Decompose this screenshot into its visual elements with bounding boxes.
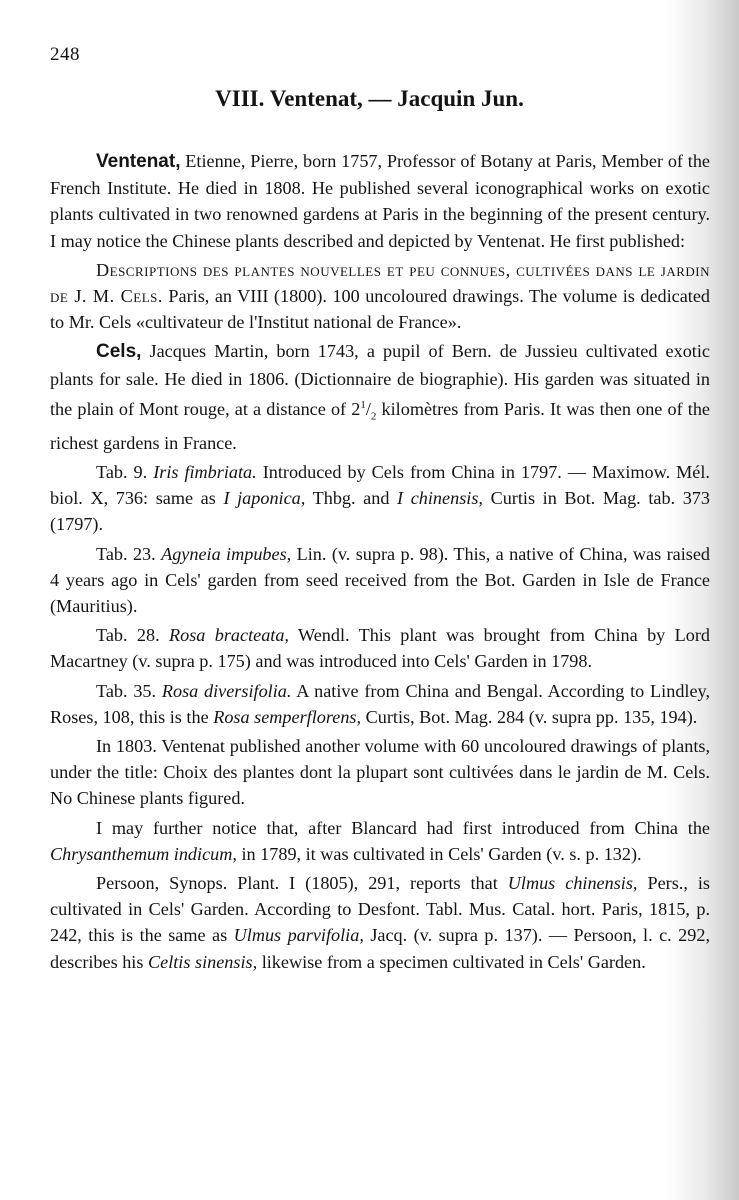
paragraph-text: Lin. (v. supra p. 98). This, a native of China, was raised 4 years ago in Cels' garden from seed received from the Bot. Garden in Isle de France (Mauritius). [50,543,710,616]
paragraph-text: Curtis in Bot. Mag. tab. 373 (1797). [50,488,710,535]
species-name: Celtis sinensis, [148,951,258,972]
species-name: Iris fimbriata. [153,461,257,482]
species-name: Rosa semperflorens, [213,706,362,727]
fraction-slash: / [365,398,371,419]
paragraph-text: Pers., is cultivated in Cels' Garden. According to Desfont. Tabl. Mus. Catal. hort. Paris, 1815, p. 242, this is the same as [50,872,710,946]
paragraph-1803 [50,733,710,812]
paragraph-persoon [50,870,710,975]
species-name: Ulmus chinensis, [507,872,638,893]
paragraph-text: Jacques Martin, born 1743, a pupil of Bern. de Jussieu cultivated exotic plants for sale. He died in 1806. (Dictionnaire de biographie). His garden was situated in the plain of Mont rouge, at a distance of 2 [50,341,710,419]
paragraph-text: Etienne, Pierre, born 1757, Professor of Botany at Paris, Member of the French Institute. He died in 1808. He published several iconographical works on exotic plants cultivated in two renowned gardens at Paris in the beginning of the present century. I may notice the Chinese plants described and depicted by Ventenat. He first published: [50,151,710,251]
person-name-cels: Cels, [96,341,142,363]
page-number: 248 [50,44,80,65]
paragraph-text: In 1803. Ventenat published another volume with 60 uncoloured drawings of plants, under the title: Choix des plantes dont la plupart sont cultivées dans le jardin de M. Cels. No Chinese plants figured. [50,735,710,809]
paragraph-text: Jacq. (v. supra p. 137). — Persoon, l. c. 292, describes his [50,925,710,972]
paragraph-descriptions [50,257,710,336]
fraction-denominator: 2 [370,410,377,423]
paragraph-text: Tab. 35. [96,680,162,701]
paragraph-tab-35 [50,678,710,730]
person-name-ventenat: Ventenat, [96,151,181,172]
species-name: Rosa diversifolia. [161,680,292,701]
paragraph-tab-23 [50,541,710,620]
species-name: Agyneia impubes, [161,543,292,564]
paragraph-text: I may further notice that, after Blancard had first introduced from China the [96,817,710,838]
paragraph-text: A native from China and Bengal. According to Lindley, Roses, 108, this is the [50,680,710,727]
paragraph-text: Wendl. This plant was brought from China by Lord Macartney (v. supra p. 175) and was introduced into Cels' Garden in 1798. [50,625,710,672]
paragraph-text: Introduced by Cels from China in 1797. — Maximow. Mél. biol. X, 736: same as [50,461,710,509]
fraction-numerator: 1 [360,398,366,411]
paragraph-text: Thbg. and [305,488,398,509]
paragraph-text: in 1789, it was cultivated in Cels' Garden (v. s. p. 132). [236,843,642,864]
paragraph-cels [50,338,710,456]
species-name: I chinensis, [397,488,483,509]
work-title: Descriptions des plantes nouvelles et peu connues, cultivées dans le jardin de J. M. Cels. [50,259,710,307]
species-name: I japonica, [223,488,306,509]
paragraph-tab-28 [50,622,710,674]
paragraph-tab-9 [50,459,710,538]
paragraph-ventenat [50,148,710,254]
paragraph-chrysanthemum [50,815,710,867]
paragraph-text: kilomètres from Paris. It was then one of the richest gardens in France. [50,398,710,453]
body-text [50,148,710,975]
paragraph-text: Persoon, Synops. Plant. I (1805), 291, reports that [96,872,508,893]
chapter-heading: VIII. Ventenat, — Jacquin Jun. [215,86,524,111]
species-name: Rosa bracteata, [169,625,289,646]
species-name: Chrysanthemum indicum, [50,843,237,864]
species-name: Ulmus parvifolia, [233,925,364,946]
paragraph-text: Tab. 9. [96,461,154,482]
paragraph-text: Tab. 28. [96,625,169,646]
paragraph-text: likewise from a specimen cultivated in Cels' Garden. [257,951,646,972]
paragraph-text: Curtis, Bot. Mag. 284 (v. supra pp. 135, 194). [361,706,698,727]
paragraph-text: Tab. 23. [96,543,162,564]
paragraph-text: Paris, an VIII (1800). 100 uncoloured drawings. The volume is dedicated to Mr. Cels «cultivateur de l'Institut national de France». [50,286,710,333]
